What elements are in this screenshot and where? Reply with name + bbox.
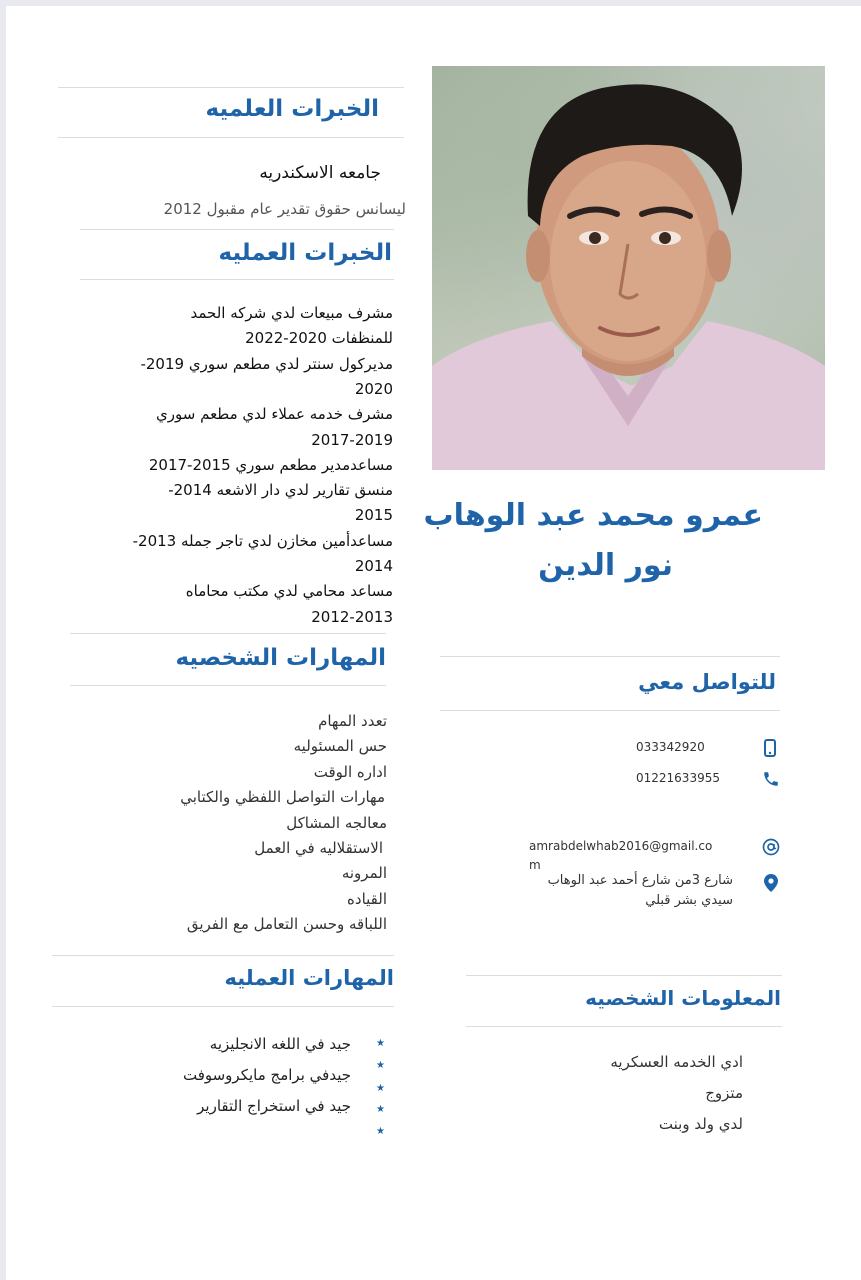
work-experience-line: مساعد محامي لدي مكتب محاماه <box>185 582 393 601</box>
phone-number-1[interactable]: 033342920 <box>636 740 705 754</box>
star-bullet-icon: ★ <box>376 1083 385 1094</box>
divider <box>80 279 394 280</box>
work-experience-line: مساعدمدير مطعم سوري 2015-2017 <box>148 455 393 474</box>
divider <box>58 137 404 138</box>
personal-skill-item: اللباقه وحسن التعامل مع الفريق <box>186 915 387 934</box>
divider <box>52 1006 394 1007</box>
address-line1: شارع 3من شارع أحمد عبد الوهاب <box>547 873 733 888</box>
education-heading: الخبرات العلميه <box>205 96 379 122</box>
work-experience-line: 2015 <box>354 506 393 525</box>
location-icon <box>763 873 779 897</box>
address-line2: سيدي بشر قبلي <box>645 893 733 908</box>
personal-skills-heading: المهارات الشخصيه <box>175 645 386 671</box>
divider <box>440 656 780 657</box>
email-address-line1[interactable]: amrabdelwhab2016@gmail.co <box>529 839 713 853</box>
personal-info-heading: المعلومات الشخصيه <box>585 986 781 1010</box>
personal-skill-item: تعدد المهام <box>318 712 387 730</box>
star-bullet-icon: ★ <box>376 1038 385 1049</box>
divider <box>58 87 404 88</box>
work-experience-heading: الخبرات العمليه <box>218 240 392 266</box>
personal-skill-item: اداره الوقت <box>313 762 387 781</box>
work-experience-line: مساعدأمين مخازن لدي تاجر جمله 2013- <box>132 531 393 550</box>
star-bullet-icon: ★ <box>376 1126 385 1137</box>
contact-heading: للتواصل معي <box>638 670 776 694</box>
personal-info-item: ادي الخدمه العسكريه <box>610 1053 743 1071</box>
personal-info-item: متزوج <box>705 1084 743 1102</box>
work-experience-line: مشرف مبيعات لدي شركه الحمد <box>190 304 393 322</box>
email-address-line2[interactable]: m <box>529 858 541 872</box>
work-experience-line: 2020 <box>354 379 393 398</box>
practical-skill-item: جيد في اللغه الانجليزيه <box>209 1035 351 1053</box>
work-experience-line: مشرف خدمه عملاء لدي مطعم سوري <box>156 405 393 424</box>
university-name: جامعه الاسكندريه <box>259 163 381 183</box>
degree-text: ليسانس حقوق تقدير عام مقبول 2012 <box>163 200 406 218</box>
full-name-line1: عمرو محمد عبد الوهاب <box>423 498 763 533</box>
phone-icon <box>762 770 780 792</box>
work-experience-line: 2012-2013 <box>311 607 393 626</box>
divider <box>466 1026 782 1027</box>
portrait-illustration <box>432 66 825 470</box>
email-icon <box>762 838 780 860</box>
personal-info-item: لدي ولد وبنت <box>658 1115 743 1133</box>
divider <box>80 229 394 230</box>
divider <box>466 975 782 976</box>
practical-skill-item: جيدفي برامج مايكروسوفت <box>182 1066 351 1084</box>
personal-skill-item: مهارات التواصل اللفظي والكتابي <box>180 788 385 807</box>
star-bullet-icon: ★ <box>376 1104 385 1115</box>
personal-skill-item: معالجه المشاكل <box>286 813 387 832</box>
mobile-icon <box>764 739 776 761</box>
personal-skill-item: الاستقلاليه في العمل <box>254 839 383 857</box>
practical-skills-heading: المهارات العمليه <box>224 966 394 990</box>
personal-skill-item: القياده <box>347 889 387 908</box>
star-bullet-icon: ★ <box>376 1060 385 1071</box>
profile-photo <box>432 66 825 470</box>
divider <box>70 685 386 686</box>
full-name-line2: نور الدين <box>538 548 673 583</box>
phone-number-2[interactable]: 01221633955 <box>636 771 720 785</box>
divider <box>70 633 386 634</box>
work-experience-line: 2017-2019 <box>311 430 393 449</box>
personal-skill-item: المرونه <box>341 864 387 883</box>
divider <box>440 710 780 711</box>
work-experience-line: منسق تقارير لدي دار الاشعه 2014- <box>168 481 393 500</box>
work-experience-line: للمنظفات 2020-2022 <box>245 329 393 348</box>
work-experience-line: مديركول سنتر لدي مطعم سوري 2019- <box>140 354 393 373</box>
personal-skill-item: حس المسئوليه <box>293 737 387 756</box>
work-experience-line: 2014 <box>354 557 393 575</box>
practical-skill-item: جيد في استخراج التقارير <box>197 1097 351 1115</box>
divider <box>52 955 394 956</box>
